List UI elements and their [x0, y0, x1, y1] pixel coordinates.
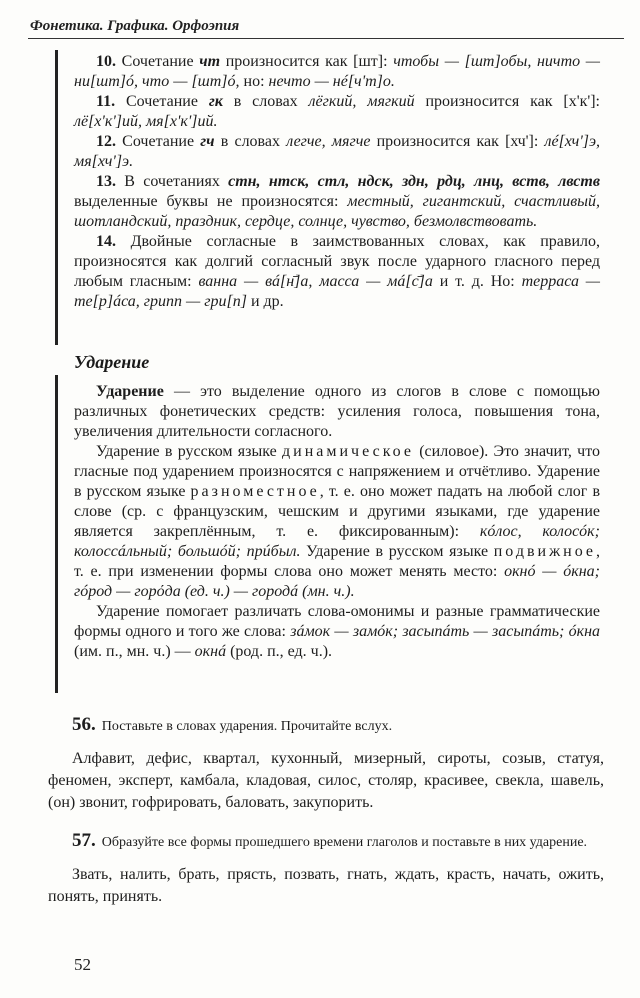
- paragraph-text: Ударение в русском языке: [300, 543, 494, 560]
- term: Ударение: [96, 383, 164, 400]
- paragraph-text: (род. п., ед. ч.).: [226, 643, 333, 660]
- exercise-57: [48, 830, 604, 908]
- rule-text: выделенные буквы не произносятся:: [74, 193, 348, 210]
- margin-rule-gap: [52, 345, 61, 375]
- exercise-number: 57.: [72, 830, 96, 851]
- rule-number: 14.: [96, 233, 116, 250]
- rule-text: Сочетание: [115, 93, 209, 110]
- example: лé[хч']э, мя[хч']э.: [74, 133, 601, 170]
- rule-11: [74, 92, 600, 132]
- rules-list: [74, 52, 600, 312]
- paragraph-text: (силовое). Это значит, что гласные под ударением произносятся с напряжением и отчётливо. Ударение в русском языке: [74, 443, 600, 500]
- example: легче, мягче: [286, 133, 371, 150]
- rule-text: и др.: [246, 293, 284, 310]
- page-number: 52: [74, 955, 91, 974]
- exercise-instruction: Поставьте в словах ударения. Прочитайте вслух.: [101, 719, 393, 734]
- example: лёгкий, мягкий: [308, 93, 415, 110]
- example: местный, гигантский, счастливый, шотландский, праздник, сердце, солнце, чувство, безмолвствовать.: [74, 193, 601, 230]
- rule-14: [74, 232, 600, 312]
- exercise-words: Алфавит, дефис, квартал, кухонный, мизерный, сироты, созыв, статуя, феномен, эксперт, камбала, кладовая, силос, столяр, красивее, свекла, шавель, (он) звонит, гофрировать, баловать, закупорить.: [48, 750, 604, 811]
- example: чтобы — [шт]обы, ничто — ни[шт]ó, что — [шт]ó,: [74, 53, 600, 90]
- letter-combo: гч: [200, 133, 215, 150]
- example: окнó — óкна; гóрод — горόда (ед. ч.) — городá (мн. ч.).: [74, 563, 600, 600]
- letter-combo: гк: [208, 93, 223, 110]
- rule-text: Сочетание: [116, 133, 201, 150]
- paragraph-text: , т. е. при изменении формы слова оно может менять место:: [74, 543, 601, 580]
- rule-number: 11.: [96, 93, 116, 110]
- stress-paragraph-3: [74, 602, 600, 662]
- example: зáмок — замóк; засыпáть — засыпáть; óкна: [290, 623, 600, 640]
- rule-text: в словах: [214, 133, 287, 150]
- exercise-number: 56.: [72, 714, 96, 735]
- letter-combo: чт: [199, 53, 221, 70]
- rule-13: [74, 172, 600, 232]
- stress-section: [74, 382, 600, 662]
- rule-number: 12.: [96, 133, 116, 150]
- spaced-term: разноместное: [190, 483, 320, 500]
- exercise-header: [48, 830, 604, 854]
- rule-text: в словах: [222, 93, 309, 110]
- rule-number: 10.: [96, 53, 116, 70]
- rule-text: Сочетание: [116, 53, 200, 70]
- example: кóлос, колосóк; колоссáльный; большóй; прúбыл.: [74, 523, 600, 560]
- example: окнá: [194, 643, 227, 660]
- spaced-term: подвижное: [493, 543, 597, 560]
- spaced-term: динамическое: [281, 443, 414, 460]
- exercise-instruction: Образуйте все формы прошедшего времени глаголов и поставьте в них ударение.: [101, 835, 588, 850]
- rule-number: 13.: [96, 173, 116, 190]
- rule-text: произносится как [х'к']:: [414, 93, 601, 110]
- paragraph-text: (им. п., мн. ч.) —: [74, 643, 195, 660]
- running-header: Фонетика. Графика. Орфоэпия: [30, 18, 240, 34]
- exercise-56: [48, 714, 604, 814]
- exercise-header: [48, 714, 604, 738]
- example: нечто — нé[ч'т]о.: [268, 73, 395, 90]
- paragraph-text: Ударение в русском языке: [96, 443, 282, 460]
- rule-text: и т. д. Но:: [432, 273, 522, 290]
- rule-text: но:: [239, 73, 269, 90]
- rule-text: произносится как [шт]:: [220, 53, 394, 70]
- paragraph-text: Ударение помогает различать слова-омонимы и разные грамматические формы одного и того же слова:: [74, 603, 600, 640]
- stress-paragraph-2: [74, 442, 600, 602]
- section-heading: Ударение: [74, 352, 150, 372]
- letter-combo: стн, нтск, стл, ндск, здн, рдц, лнц, вств, лвств: [228, 173, 601, 190]
- rule-text: В сочетаниях: [116, 173, 229, 190]
- rule-10: [74, 52, 600, 92]
- paragraph-text: — это выделение одного из слогов в слове с помощью различных фонетических средств: усиления голоса, повышения тона, увеличения длительности согласного.: [74, 383, 600, 440]
- paragraph-text: , т. е. оно может падать на любой слог в слове (ср. с французским, чешским и другими языками, где ударение является закреплённым, т. е. фиксированным):: [74, 483, 601, 540]
- rule-text: Двойные согласные в заимствованных словах, как правило, произносятся как долгий согласный звук после ударного гласного перед любым гласным:: [74, 233, 600, 290]
- stress-definition: [74, 382, 600, 442]
- header-rule: [28, 38, 624, 39]
- example: лё[х'к']ий, мя[х'к']ий.: [74, 113, 218, 130]
- example: терраса — те[р]áса, грипп — гри[п]: [74, 273, 601, 310]
- example: ванна — вá[н̄]а, масса — мá[с̄]а: [198, 273, 433, 290]
- exercise-words: Звать, налить, брать, прясть, позвать, гнать, ждать, красть, начать, ожить, понять, принять.: [48, 866, 604, 905]
- rule-12: [74, 132, 600, 172]
- rule-text: произносится как [хч']:: [370, 133, 545, 150]
